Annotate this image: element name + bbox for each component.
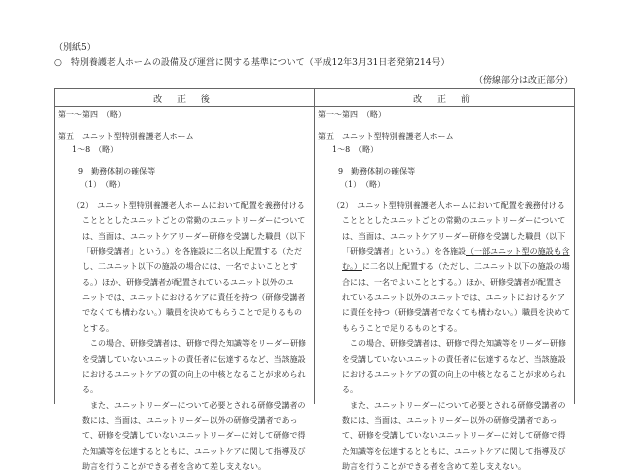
paragraph-line: [82, 415, 298, 426]
text-segment: る。）ほか、研修受講者が配置されているユニット以外のユ: [82, 277, 294, 287]
text-segment: た知識等を伝達するとともに、ユニットケアに関して指導及び: [82, 446, 306, 456]
text-segment: また、ユニットリーダーについて必要とされる研修受講者の: [82, 400, 306, 410]
header-after-revision: 改 正 後: [153, 95, 216, 105]
paragraph-line: [342, 277, 562, 288]
paragraph-line: [82, 307, 302, 318]
text-segment: る。: [82, 385, 98, 395]
text-segment: におけるユニットケアの質の向上の中核となることが求められ: [82, 369, 306, 379]
paragraph-line: [72, 200, 305, 211]
paragraph-line: [82, 277, 294, 288]
text-segment: この場合、研修受講者は、研修で得た知識等をリーダー研修: [342, 339, 566, 349]
text-segment: 「研修受講者」という。）を各施設: [342, 247, 466, 257]
text-segment: て、研修を受講していないユニットリーダーに対して研修で得: [82, 431, 306, 441]
paragraph-line: [82, 292, 305, 303]
paragraph-line: [342, 231, 565, 242]
paragraph-line: [342, 323, 462, 334]
text-segment: また、ユニットリーダーについて必要とされる研修受講者の: [342, 400, 566, 410]
text-segment: 数には、当面は、ユニットリーダー以外の研修受講者であっ: [342, 415, 558, 425]
paragraph-line: [82, 369, 306, 380]
text-segment: に責任を持つ（研修受講者でなくても構わない。）職員を決めて: [342, 308, 570, 318]
section-heading: 第一～第四 （略）: [318, 110, 386, 119]
paragraph-line: [342, 246, 570, 257]
text-segment: 助言を行うことができる者を含めて差し支えない。: [342, 461, 526, 471]
text-segment: に二名以上配置する（ただし、二ユニット以下の施設の場: [362, 262, 570, 272]
attachment-label: （別紙5）: [54, 43, 96, 53]
section-heading: 第五 ユニット型特別養護老人ホーム: [318, 132, 454, 141]
document-title: ○ 特別養護老人ホームの設備及び運営に関する基準について（平成12年3月31日老発第214号）: [54, 58, 450, 68]
text-segment: ことととしたユニットごとの常勤のユニットリーダーについて: [342, 216, 566, 226]
text-segment: る。: [342, 385, 358, 395]
paragraph-line: [82, 338, 306, 349]
paragraph-line: [82, 215, 305, 226]
column-divider: [314, 89, 315, 404]
text-segment: （2） ユニット型特別養護老人ホームにおいて配置を義務付ける: [332, 201, 565, 210]
paragraph-line: [342, 354, 566, 365]
paragraph-line: [342, 446, 566, 457]
text-segment: は、当面は、ユニットケアリーダー研修を受講した職員（以下: [82, 231, 306, 241]
text-segment: を受講していないユニットの責任者に伝達するなど、当該施設: [82, 354, 306, 364]
text-segment: （2） ユニット型特別養護老人ホームにおいて配置を義務付ける: [72, 201, 305, 210]
paragraph-line: [82, 400, 306, 411]
underline-note: （傍線部分は改正部分）: [473, 76, 573, 86]
paragraph-line: [82, 354, 306, 365]
paragraph-line: [82, 323, 114, 334]
paragraph-line: [82, 261, 298, 272]
paragraph-line: [342, 292, 565, 303]
header-before-revision: 改 正 前: [413, 95, 476, 105]
paragraph-line: [82, 430, 306, 441]
section-heading: 第一～第四 （略）: [58, 110, 126, 119]
text-segment: とする。: [82, 323, 114, 333]
text-segment: ニットでは、ユニットにおけるケアに責任を持つ（研修受講者: [82, 293, 306, 303]
section-heading: 第五 ユニット型特別養護老人ホーム: [58, 132, 194, 141]
section-heading: 9 勤務体制の確保等: [78, 167, 156, 176]
text-segment: 数には、当面は、ユニットリーダー以外の研修受講者であっ: [82, 415, 298, 425]
paragraph-line: [342, 307, 570, 318]
text-segment: 合には、一名でよいこととする。）ほか、研修受講者が配置さ: [342, 277, 562, 287]
paragraph-line: [342, 430, 566, 441]
text-segment: 助言を行うことができる者を含めて差し支えない。: [82, 461, 266, 471]
section-heading: 9 勤務体制の確保等: [338, 167, 416, 176]
text-segment: て、研修を受講していないユニットリーダーに対して研修で得: [342, 431, 566, 441]
paragraph-line: [332, 200, 565, 211]
text-segment: におけるユニットケアの質の向上の中核となることが求められ: [342, 369, 566, 379]
text-segment: 「研修受講者」という。）を各施設に二名以上配置する（ただ: [82, 247, 302, 257]
paragraph-line: [342, 338, 566, 349]
text-segment: でなくても構わない。）職員を決めてもらうことで足りるもの: [82, 308, 302, 318]
paragraph-line: [82, 446, 306, 457]
paragraph-line: [82, 384, 98, 395]
revised-text: （一部ユニット型の施設も含: [466, 247, 570, 257]
paragraph-line: [342, 400, 566, 411]
paragraph-line: [82, 231, 305, 242]
paragraph-line: [342, 215, 565, 226]
section-heading: （1） （略）: [340, 180, 386, 189]
text-segment: れているユニット以外のユニットでは、ユニットにおけるケア: [342, 293, 566, 303]
text-segment: ことととしたユニットごとの常勤のユニットリーダーについて: [82, 216, 306, 226]
text-segment: し、二ユニット以下の施設の場合には、一名でよいこととす: [82, 262, 298, 272]
paragraph-line: [342, 369, 566, 380]
text-segment: は、当面は、ユニットケアリーダー研修を受講した職員（以下: [342, 231, 566, 241]
paragraph-line: [82, 246, 302, 257]
section-heading: 1～8 （略）: [72, 145, 119, 154]
paragraph-line: [82, 461, 266, 472]
text-segment: を受講していないユニットの責任者に伝達するなど、当該施設: [342, 354, 566, 364]
paragraph-line: [342, 261, 570, 272]
text-segment: た知識等を伝達するとともに、ユニットケアに関して指導及び: [342, 446, 566, 456]
text-segment: この場合、研修受講者は、研修で得た知識等をリーダー研修: [82, 339, 306, 349]
comparison-table: [54, 88, 575, 471]
paragraph-line: [342, 415, 558, 426]
paragraph-line: [342, 384, 358, 395]
section-heading: （1） （略）: [80, 180, 126, 189]
text-segment: もらうことで足りるものとする。: [342, 323, 462, 333]
paragraph-line: [342, 461, 526, 472]
revised-text: む。）: [342, 262, 362, 272]
section-heading: 1～8 （略）: [332, 145, 379, 154]
